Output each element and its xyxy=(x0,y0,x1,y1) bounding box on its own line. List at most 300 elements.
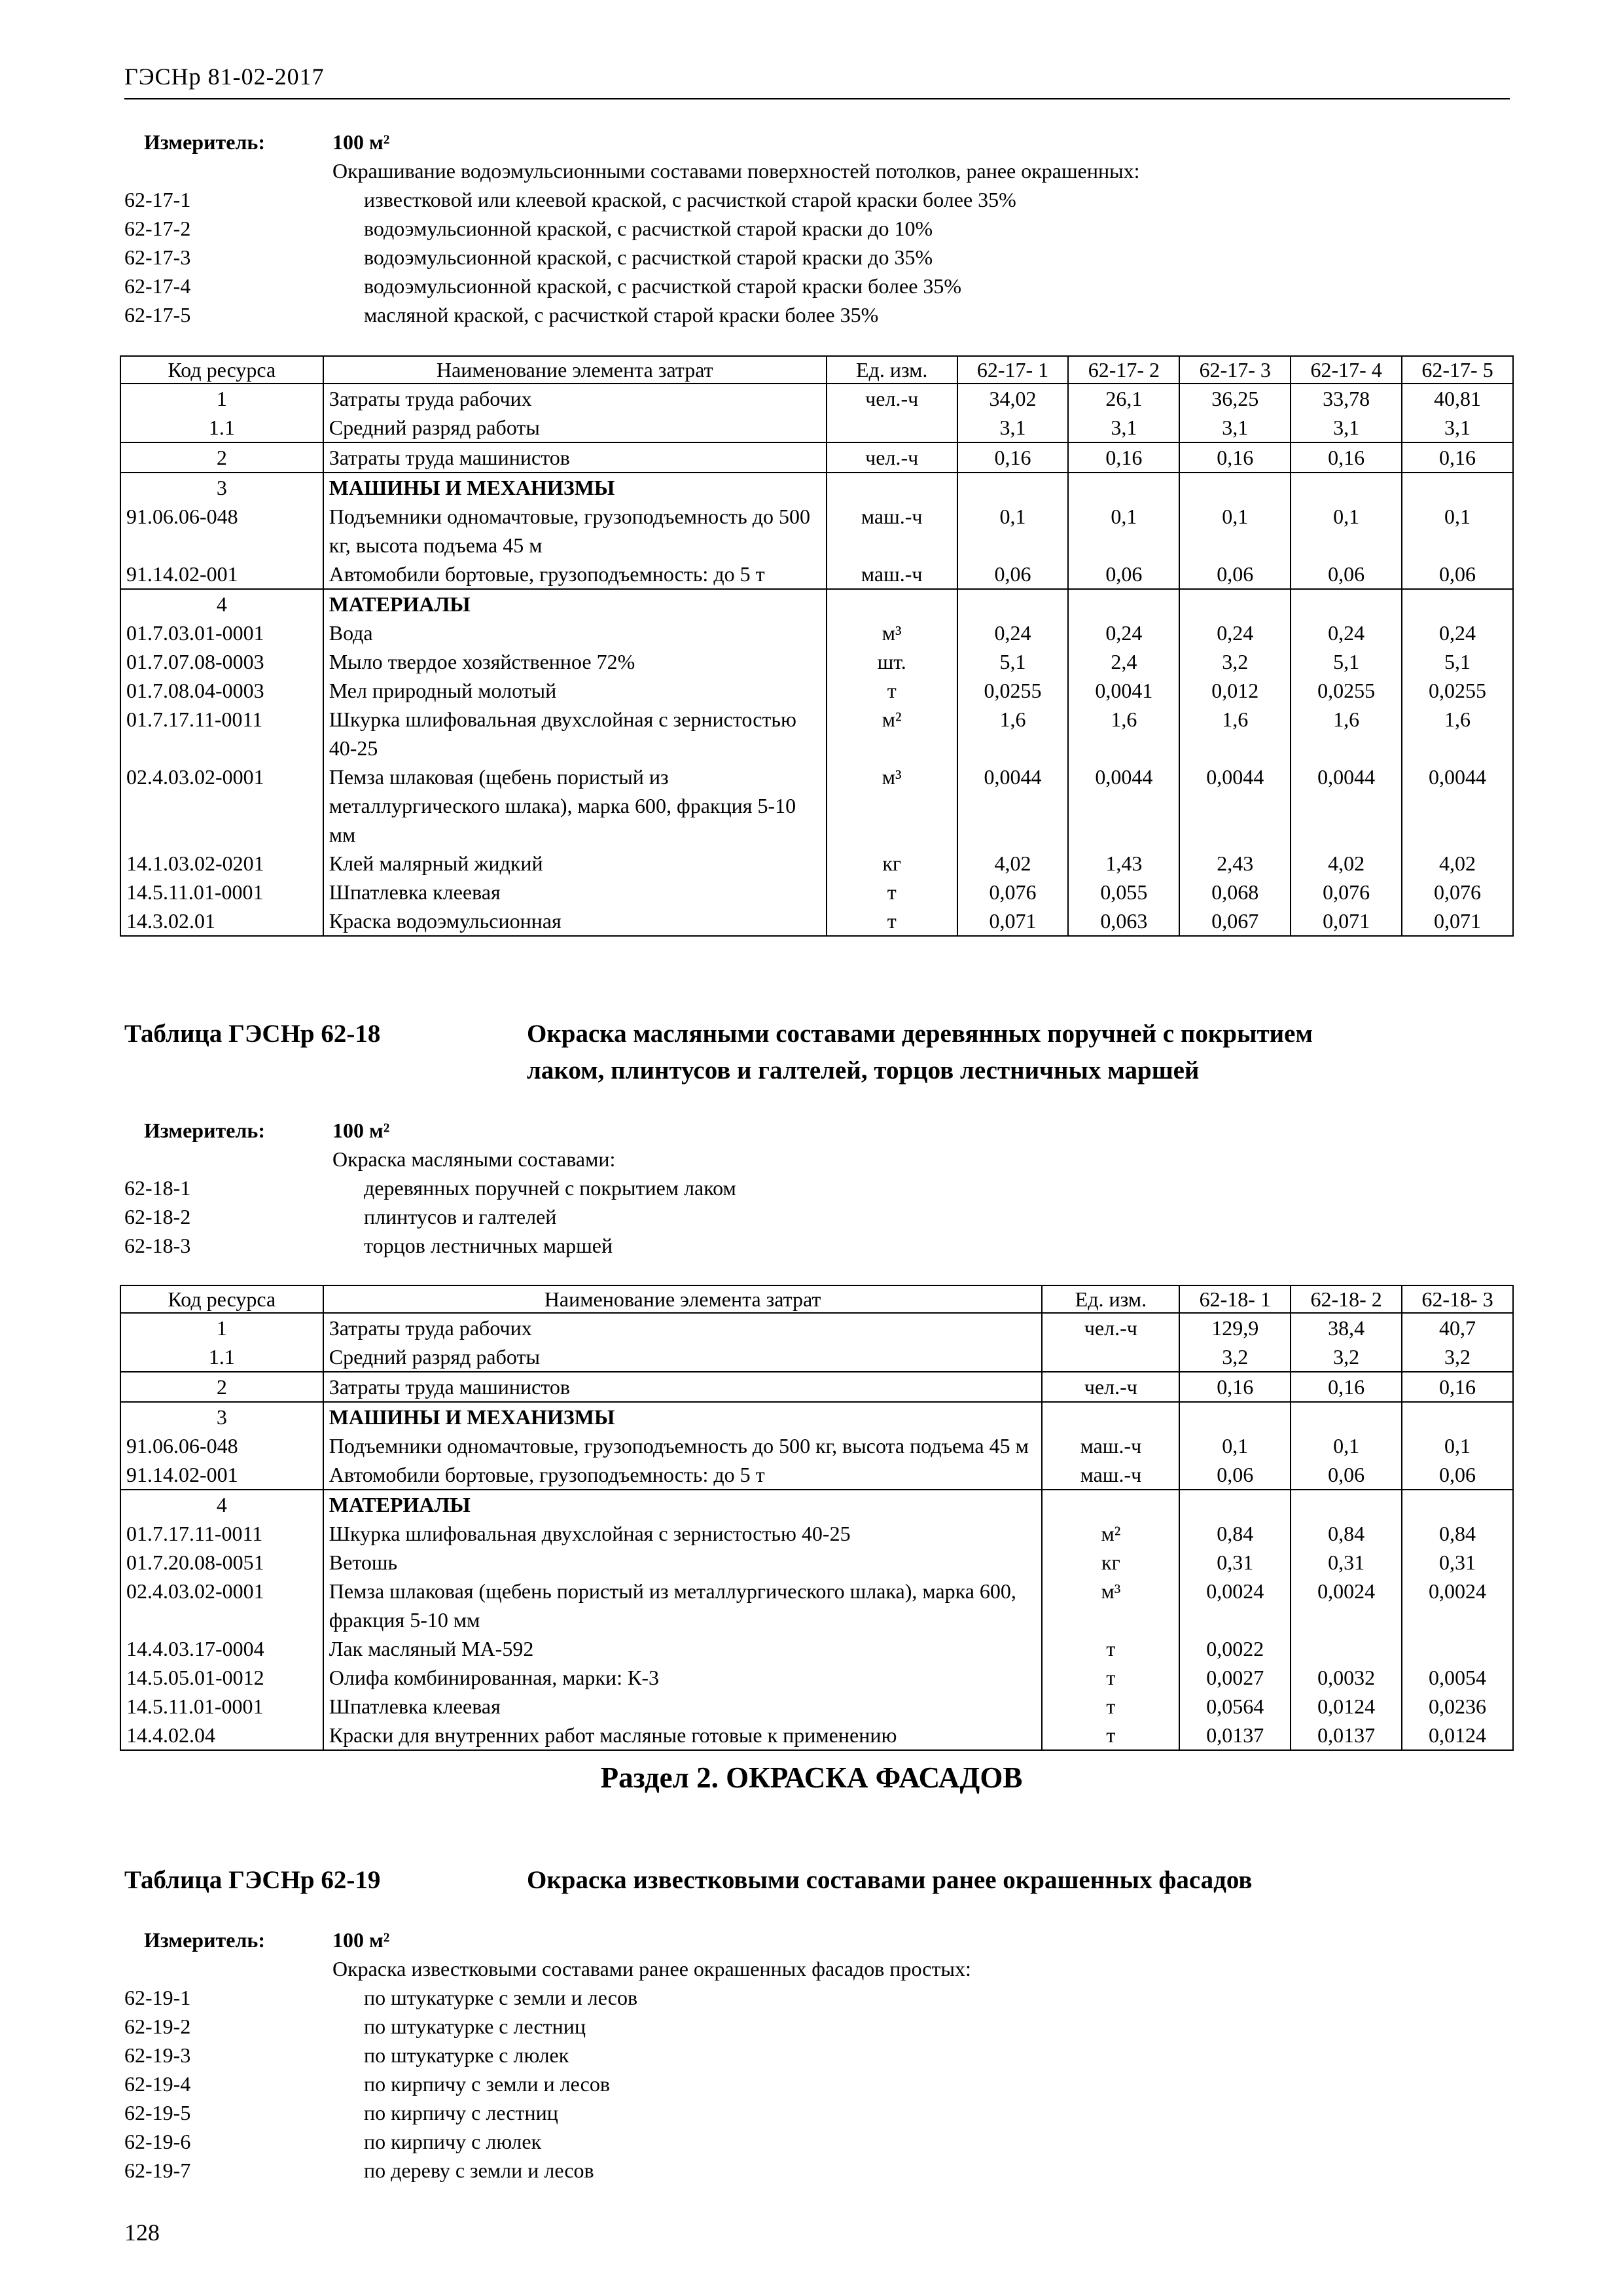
table-cell xyxy=(957,473,1069,502)
table-cell: 14.4.02.04 xyxy=(120,1721,323,1750)
table-cell: 4 xyxy=(120,1490,323,1519)
table-cell: Затраты труда машинистов xyxy=(323,1372,1043,1402)
table-cell: 1 xyxy=(120,384,323,413)
table-cell: 0,06 xyxy=(1291,1460,1402,1490)
table-cell: 1,6 xyxy=(1068,705,1179,762)
table-cell: 14.1.03.02-0201 xyxy=(120,849,323,878)
table-cell: чел.-ч xyxy=(1042,1372,1179,1402)
item-text: водоэмульсионной краской, с расчисткой старой краски до 10% xyxy=(364,217,933,240)
table-cell: 0,0024 xyxy=(1402,1577,1513,1634)
table-cell: 34,02 xyxy=(957,384,1069,413)
table-cell: 0,0044 xyxy=(957,762,1069,849)
table-cell: Клей малярный жидкий xyxy=(323,849,827,878)
column-header: Наименование элемента затрат xyxy=(323,1285,1043,1313)
table-cell: Пемза шлаковая (щебень пористый из металлургического шлака), марка 600, фракция 5-10 мм xyxy=(323,1577,1043,1634)
table-cell: маш.-ч xyxy=(1042,1431,1179,1460)
table-cell: 2,4 xyxy=(1068,647,1179,676)
table-cell: Автомобили бортовые, грузоподъемность: до 5 т xyxy=(323,1460,1043,1490)
table-cell: 0,0137 xyxy=(1291,1721,1402,1750)
table-cell: 33,78 xyxy=(1291,384,1402,413)
table-cell: 129,9 xyxy=(1179,1313,1291,1342)
table-cell: т xyxy=(1042,1692,1179,1721)
table-cell: 0,31 xyxy=(1402,1548,1513,1577)
table-cell: 2,43 xyxy=(1179,849,1291,878)
list-item xyxy=(124,2070,1510,2098)
table-cell: 0,0022 xyxy=(1179,1634,1291,1663)
list-item xyxy=(124,2012,1510,2041)
table-cell: 3,1 xyxy=(1291,413,1402,442)
table-cell: 0,06 xyxy=(1291,560,1402,589)
table-cell: Олифа комбинированная, марки: К-3 xyxy=(323,1663,1043,1692)
table-cell: 0,16 xyxy=(1291,1372,1402,1402)
list-item xyxy=(124,1174,1510,1202)
table-cell: 0,16 xyxy=(1291,442,1402,473)
item-text: по штукатурке с лестниц xyxy=(364,2015,586,2038)
t18-measure-block xyxy=(124,1116,1510,1260)
table-cell: 14.5.05.01-0012 xyxy=(120,1663,323,1692)
table-cell: 0,0044 xyxy=(1402,762,1513,849)
table-cell: 3,2 xyxy=(1179,647,1291,676)
table-row xyxy=(120,1431,1513,1460)
table-cell: 0,16 xyxy=(1179,442,1291,473)
table-cell: 5,1 xyxy=(957,647,1069,676)
table-cell: 1,6 xyxy=(957,705,1069,762)
table-cell xyxy=(1179,589,1291,619)
table-cell: 0,012 xyxy=(1179,676,1291,705)
table-cell: Краска водоэмульсионная xyxy=(323,906,827,936)
table-cell: 1.1 xyxy=(120,413,323,442)
table-cell xyxy=(1402,589,1513,619)
item-code: 62-18-1 xyxy=(124,1176,191,1200)
table-cell: Средний разряд работы xyxy=(323,1342,1043,1372)
table-cell: МАШИНЫ И МЕХАНИЗМЫ xyxy=(323,1402,1043,1431)
table-cell xyxy=(1402,1634,1513,1663)
item-code: 62-18-2 xyxy=(124,1205,191,1229)
table-cell: 91.06.06-048 xyxy=(120,502,323,560)
table-row xyxy=(120,1372,1513,1402)
table-row xyxy=(120,647,1513,676)
measure-label: Измеритель: xyxy=(144,1119,265,1142)
item-code: 62-19-2 xyxy=(124,2015,191,2038)
table-cell: чел.-ч xyxy=(1042,1313,1179,1342)
column-header: 62-17- 4 xyxy=(1291,356,1402,384)
table-cell: 38,4 xyxy=(1291,1313,1402,1342)
header-rule xyxy=(124,98,1510,99)
item-text: деревянных поручней с покрытием лаком xyxy=(364,1176,736,1200)
table-cell: 0,31 xyxy=(1291,1548,1402,1577)
table-cell: 3,2 xyxy=(1291,1342,1402,1372)
column-header: 62-18- 1 xyxy=(1179,1285,1291,1313)
table-cell: 0,24 xyxy=(957,619,1069,647)
section-title: Раздел 2. ОКРАСКА ФАСАДОВ xyxy=(600,1761,1023,1794)
table-cell xyxy=(1291,1634,1402,1663)
list-item xyxy=(124,1983,1510,2012)
table-cell: 0,0564 xyxy=(1179,1692,1291,1721)
table-cell: т xyxy=(827,676,957,705)
table-cell: 0,0255 xyxy=(1291,676,1402,705)
table-row xyxy=(120,1663,1513,1692)
table-cell xyxy=(1291,1490,1402,1519)
item-text: масляной краской, с расчисткой старой краски более 35% xyxy=(364,303,879,327)
list-item xyxy=(124,272,1510,300)
table-cell: 0,071 xyxy=(1402,906,1513,936)
table-cell: Автомобили бортовые, грузоподъемность: до 5 т xyxy=(323,560,827,589)
table-cell xyxy=(1291,589,1402,619)
table-cell: 0,84 xyxy=(1179,1519,1291,1548)
table-cell: 0,24 xyxy=(1068,619,1179,647)
table-cell: 0,0124 xyxy=(1291,1692,1402,1721)
table-cell: 0,06 xyxy=(957,560,1069,589)
item-text: по кирпичу с лестниц xyxy=(364,2101,558,2125)
table-cell: 40,7 xyxy=(1402,1313,1513,1342)
table-cell: 3,1 xyxy=(957,413,1069,442)
table-cell: 02.4.03.02-0001 xyxy=(120,1577,323,1634)
table-cell: 3,2 xyxy=(1402,1342,1513,1372)
table-cell: 0,16 xyxy=(1402,442,1513,473)
table-row xyxy=(120,413,1513,442)
table-cell xyxy=(1068,589,1179,619)
table-cell: м³ xyxy=(827,619,957,647)
table-cell: 3,1 xyxy=(1068,413,1179,442)
table-cell: 0,0041 xyxy=(1068,676,1179,705)
table-cell: м² xyxy=(1042,1519,1179,1548)
table-cell: 0,1 xyxy=(1402,502,1513,560)
item-code: 62-17-2 xyxy=(124,217,191,240)
measure-intro: Окраска известковыми составами ранее окрашенных фасадов простых: xyxy=(332,1957,971,1981)
table-cell: маш.-ч xyxy=(827,560,957,589)
table-row xyxy=(120,1402,1513,1431)
table-cell: 1.1 xyxy=(120,1342,323,1372)
table-cell: 0,16 xyxy=(957,442,1069,473)
table-cell xyxy=(1291,473,1402,502)
list-item xyxy=(124,1231,1510,1260)
t19-title: Окраска известковыми составами ранее окрашенных фасадов xyxy=(527,1866,1253,1894)
column-header: 62-17- 5 xyxy=(1402,356,1513,384)
table-cell: Шкурка шлифовальная двухслойная с зернистостью 40-25 xyxy=(323,1519,1043,1548)
t18-title-code: Таблица ГЭСНр 62-18 xyxy=(124,1020,381,1048)
table-cell: Краски для внутренних работ масляные готовые к применению xyxy=(323,1721,1043,1750)
table-cell: 0,1 xyxy=(1402,1431,1513,1460)
table-cell: 0,0044 xyxy=(1068,762,1179,849)
table-cell xyxy=(1042,1402,1179,1431)
item-code: 62-19-6 xyxy=(124,2130,191,2153)
table-cell: 14.4.03.17-0004 xyxy=(120,1634,323,1663)
item-text: водоэмульсионной краской, с расчисткой старой краски более 35% xyxy=(364,274,962,298)
item-code: 62-18-3 xyxy=(124,1234,191,1257)
table-cell: т xyxy=(1042,1721,1179,1750)
measure-value: 100 м² xyxy=(332,1928,390,1952)
item-code: 62-17-1 xyxy=(124,188,191,211)
table-cell xyxy=(1068,473,1179,502)
table-cell: 14.5.11.01-0001 xyxy=(120,1692,323,1721)
item-text: торцов лестничных маршей xyxy=(364,1234,613,1257)
column-header: Код ресурса xyxy=(120,356,323,384)
table-cell: 0,0054 xyxy=(1402,1663,1513,1692)
t18-title-line2: лаком, плинтусов и галтелей, торцов лестничных маршей xyxy=(527,1056,1200,1085)
item-text: по кирпичу с земли и лесов xyxy=(364,2072,610,2096)
table-row xyxy=(120,1519,1513,1548)
table-cell xyxy=(827,589,957,619)
t17-resource-table xyxy=(120,355,1514,937)
table-cell: Ветошь xyxy=(323,1548,1043,1577)
table-cell: 0,06 xyxy=(1402,1460,1513,1490)
measure-label: Измеритель: xyxy=(144,130,265,154)
table-cell: Подъемники одномачтовые, грузоподъемность до 500 кг, высота подъема 45 м xyxy=(323,502,827,560)
table-cell: м² xyxy=(827,705,957,762)
t18-item-list xyxy=(124,1174,1510,1260)
measure-intro: Окрашивание водоэмульсионными составами поверхностей потолков, ранее окрашенных: xyxy=(332,159,1140,183)
table-cell: 14.3.02.01 xyxy=(120,906,323,936)
table-row xyxy=(120,878,1513,906)
table-row xyxy=(120,1577,1513,1634)
item-text: водоэмульсионной краской, с расчисткой старой краски до 35% xyxy=(364,245,933,269)
item-text: по штукатурке с земли и лесов xyxy=(364,1986,638,2009)
measure-intro: Окраска масляными составами: xyxy=(332,1147,616,1171)
item-text: по штукатурке с люлек xyxy=(364,2043,569,2067)
table-cell: МАШИНЫ И МЕХАНИЗМЫ xyxy=(323,473,827,502)
item-text: плинтусов и галтелей xyxy=(364,1205,557,1229)
table-row xyxy=(120,1460,1513,1490)
table-cell: 0,1 xyxy=(1291,1431,1402,1460)
table-cell: 0,24 xyxy=(1402,619,1513,647)
table-row xyxy=(120,849,1513,878)
table-cell: шт. xyxy=(827,647,957,676)
table-cell: 26,1 xyxy=(1068,384,1179,413)
table-cell xyxy=(957,589,1069,619)
list-item xyxy=(124,2041,1510,2070)
table-cell: 0,06 xyxy=(1179,1460,1291,1490)
item-text: известковой или клеевой краской, с расчисткой старой краски более 35% xyxy=(364,188,1016,211)
table-cell: 91.14.02-001 xyxy=(120,1460,323,1490)
table-cell: 0,076 xyxy=(1402,878,1513,906)
table-cell: 0,1 xyxy=(1291,502,1402,560)
list-item xyxy=(124,2098,1510,2127)
table-cell: 0,0044 xyxy=(1179,762,1291,849)
table-row xyxy=(120,442,1513,473)
document-header: ГЭСНр 81-02-2017 xyxy=(124,63,325,90)
table-cell: 0,055 xyxy=(1068,878,1179,906)
table-cell: 4 xyxy=(120,589,323,619)
table-cell: 01.7.17.11-0011 xyxy=(120,705,323,762)
table-row xyxy=(120,1692,1513,1721)
column-header: 62-17- 3 xyxy=(1179,356,1291,384)
t18-title-line1: Окраска масляными составами деревянных поручней с покрытием xyxy=(527,1020,1313,1048)
list-item xyxy=(124,1202,1510,1231)
table-cell: 0,0255 xyxy=(1402,676,1513,705)
table-cell: Мыло твердое хозяйственное 72% xyxy=(323,647,827,676)
item-code: 62-17-4 xyxy=(124,274,191,298)
table-cell: 1 xyxy=(120,1313,323,1342)
table-cell: 1,6 xyxy=(1179,705,1291,762)
table-row xyxy=(120,560,1513,589)
table-cell: Затраты труда рабочих xyxy=(323,384,827,413)
table-cell xyxy=(1042,1490,1179,1519)
table-cell: Вода xyxy=(323,619,827,647)
column-header: 62-17- 1 xyxy=(957,356,1069,384)
table-row xyxy=(120,762,1513,849)
table-cell: 0,0236 xyxy=(1402,1692,1513,1721)
column-header: 62-18- 2 xyxy=(1291,1285,1402,1313)
table-cell: 5,1 xyxy=(1402,647,1513,676)
table-cell: 40,81 xyxy=(1402,384,1513,413)
table-cell: 0,84 xyxy=(1402,1519,1513,1548)
column-header: Код ресурса xyxy=(120,1285,323,1313)
item-text: по дереву с земли и лесов xyxy=(364,2159,594,2182)
table-cell: 0,24 xyxy=(1291,619,1402,647)
table-cell: маш.-ч xyxy=(827,502,957,560)
table-cell xyxy=(827,413,957,442)
table-cell: Мел природный молотый xyxy=(323,676,827,705)
table-cell: 0,1 xyxy=(1179,502,1291,560)
list-item xyxy=(124,243,1510,272)
list-item xyxy=(124,300,1510,329)
table-cell xyxy=(1179,1402,1291,1431)
table-cell: т xyxy=(1042,1663,1179,1692)
table-cell: 0,0027 xyxy=(1179,1663,1291,1692)
table-cell: 1,43 xyxy=(1068,849,1179,878)
list-item xyxy=(124,2127,1510,2156)
table-cell: 0,16 xyxy=(1068,442,1179,473)
t19-title-code: Таблица ГЭСНр 62-19 xyxy=(124,1866,381,1894)
table-row xyxy=(120,1721,1513,1750)
table-cell: 4,02 xyxy=(957,849,1069,878)
table-cell xyxy=(1042,1342,1179,1372)
table-cell: маш.-ч xyxy=(1042,1460,1179,1490)
table-row xyxy=(120,619,1513,647)
column-header: 62-17- 2 xyxy=(1068,356,1179,384)
table-cell: 3 xyxy=(120,1402,323,1431)
table-cell xyxy=(827,473,957,502)
table-cell: 0,076 xyxy=(1291,878,1402,906)
table-cell: Затраты труда машинистов xyxy=(323,442,827,473)
table-cell: 0,071 xyxy=(957,906,1069,936)
table-row xyxy=(120,1634,1513,1663)
table-cell: 4,02 xyxy=(1291,849,1402,878)
table-cell: чел.-ч xyxy=(827,442,957,473)
table-cell: 0,063 xyxy=(1068,906,1179,936)
table-row xyxy=(120,1313,1513,1342)
table-cell: 5,1 xyxy=(1291,647,1402,676)
column-header: 62-18- 3 xyxy=(1402,1285,1513,1313)
table-cell: 2 xyxy=(120,1372,323,1402)
column-header: Наименование элемента затрат xyxy=(323,356,827,384)
table-cell: 0,31 xyxy=(1179,1548,1291,1577)
item-code: 62-19-1 xyxy=(124,1986,191,2009)
item-code: 62-19-5 xyxy=(124,2101,191,2125)
table-cell: т xyxy=(827,906,957,936)
table-cell: 0,0255 xyxy=(957,676,1069,705)
table-cell: 0,067 xyxy=(1179,906,1291,936)
table-cell: 01.7.03.01-0001 xyxy=(120,619,323,647)
table-cell: т xyxy=(827,878,957,906)
item-code: 62-19-7 xyxy=(124,2159,191,2182)
table-cell: МАТЕРИАЛЫ xyxy=(323,589,827,619)
table-cell: 14.5.11.01-0001 xyxy=(120,878,323,906)
table-cell xyxy=(1179,1490,1291,1519)
table-cell: МАТЕРИАЛЫ xyxy=(323,1490,1043,1519)
item-code: 62-17-5 xyxy=(124,303,191,327)
table-cell: 1,6 xyxy=(1402,705,1513,762)
t17-item-list xyxy=(124,185,1510,329)
table-cell: Шкурка шлифовальная двухслойная с зернистостью 40-25 xyxy=(323,705,827,762)
table-cell: 2 xyxy=(120,442,323,473)
column-header: Ед. изм. xyxy=(1042,1285,1179,1313)
table-cell: кг xyxy=(1042,1548,1179,1577)
t19-measure-block xyxy=(124,1926,1510,2185)
table-cell: 0,071 xyxy=(1291,906,1402,936)
t19-item-list xyxy=(124,1983,1510,2185)
table-cell: 0,06 xyxy=(1402,560,1513,589)
item-code: 62-19-4 xyxy=(124,2072,191,2096)
table-cell: 02.4.03.02-0001 xyxy=(120,762,323,849)
table-cell: 0,1 xyxy=(1179,1431,1291,1460)
table-cell: Лак масляный МА-592 xyxy=(323,1634,1043,1663)
table-cell xyxy=(1402,1402,1513,1431)
table-cell: 91.06.06-048 xyxy=(120,1431,323,1460)
measure-value: 100 м² xyxy=(332,1119,390,1142)
table-cell: 01.7.08.04-0003 xyxy=(120,676,323,705)
item-code: 62-17-3 xyxy=(124,245,191,269)
table-cell: м³ xyxy=(1042,1577,1179,1634)
table-row xyxy=(120,1548,1513,1577)
table-cell xyxy=(1402,1490,1513,1519)
table-cell: 4,02 xyxy=(1402,849,1513,878)
table-cell: 1,6 xyxy=(1291,705,1402,762)
measure-value: 100 м² xyxy=(332,130,390,154)
table-cell: 01.7.07.08-0003 xyxy=(120,647,323,676)
table-cell xyxy=(1402,473,1513,502)
list-item xyxy=(124,185,1510,214)
table-row xyxy=(120,906,1513,936)
table-cell: 3,2 xyxy=(1179,1342,1291,1372)
table-cell: 0,0044 xyxy=(1291,762,1402,849)
table-row xyxy=(120,705,1513,762)
t17-measure-block xyxy=(124,128,1510,329)
table-cell: 0,06 xyxy=(1068,560,1179,589)
table-cell: 0,0137 xyxy=(1179,1721,1291,1750)
table-cell: 0,16 xyxy=(1179,1372,1291,1402)
page-number: 128 xyxy=(124,2219,160,2246)
item-text: по кирпичу с люлек xyxy=(364,2130,542,2153)
table-cell: 0,068 xyxy=(1179,878,1291,906)
table-cell: 0,0024 xyxy=(1179,1577,1291,1634)
table-cell: 01.7.20.08-0051 xyxy=(120,1548,323,1577)
table-cell: Подъемники одномачтовые, грузоподъемность до 500 кг, высота подъема 45 м xyxy=(323,1431,1043,1460)
table-cell: 3,1 xyxy=(1179,413,1291,442)
table-cell xyxy=(1179,473,1291,502)
table-cell: Затраты труда рабочих xyxy=(323,1313,1043,1342)
table-row xyxy=(120,384,1513,413)
measure-label: Измеритель: xyxy=(144,1928,265,1952)
table-row xyxy=(120,473,1513,502)
table-cell: 91.14.02-001 xyxy=(120,560,323,589)
table-cell: 0,84 xyxy=(1291,1519,1402,1548)
table-cell: 3,1 xyxy=(1402,413,1513,442)
item-code: 62-19-3 xyxy=(124,2043,191,2067)
table-cell xyxy=(1291,1402,1402,1431)
table-cell: Шпатлевка клеевая xyxy=(323,878,827,906)
table-cell: 0,1 xyxy=(957,502,1069,560)
table-cell: 0,24 xyxy=(1179,619,1291,647)
column-header: Ед. изм. xyxy=(827,356,957,384)
list-item xyxy=(124,214,1510,243)
table-cell: 0,0124 xyxy=(1402,1721,1513,1750)
table-cell: кг xyxy=(827,849,957,878)
t18-resource-table xyxy=(120,1285,1514,1751)
table-cell: 36,25 xyxy=(1179,384,1291,413)
table-row xyxy=(120,589,1513,619)
table-cell: чел.-ч xyxy=(827,384,957,413)
